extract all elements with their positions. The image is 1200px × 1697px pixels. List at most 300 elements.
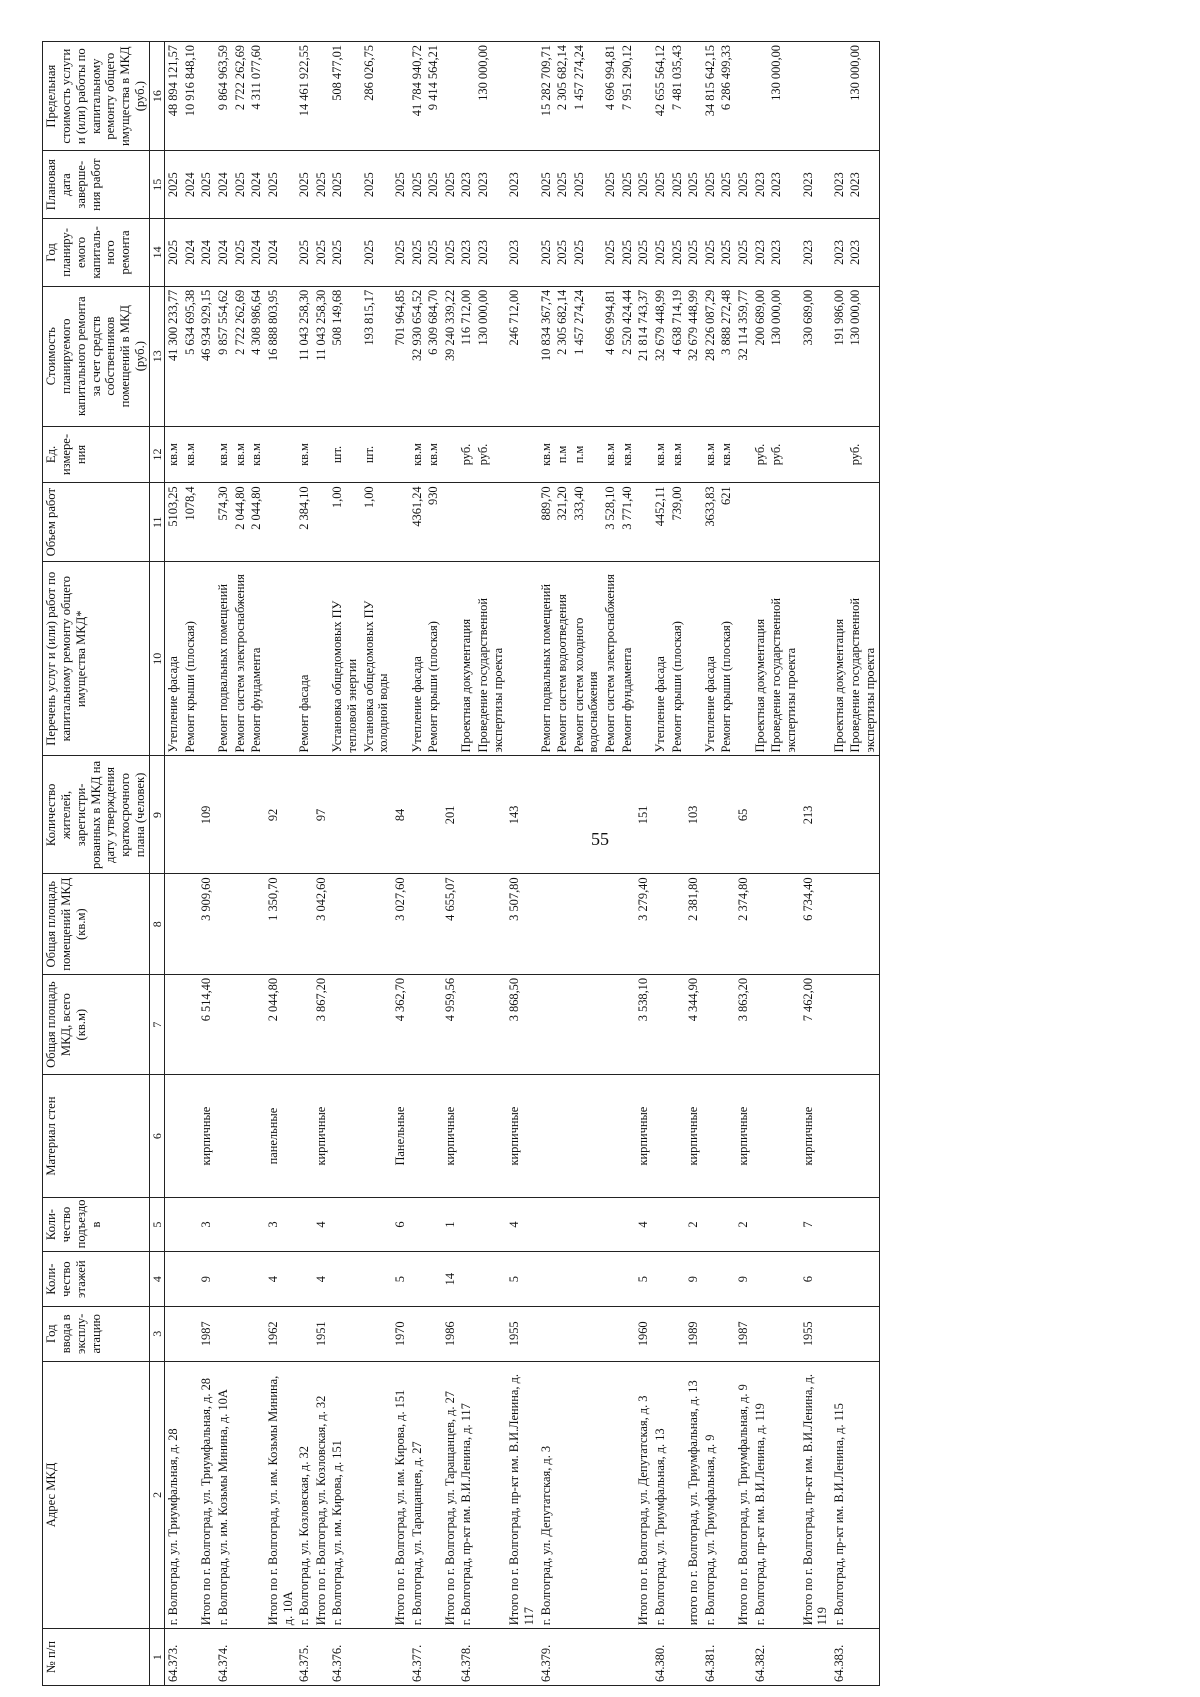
- work-volume-cell: 2 044,80: [232, 483, 249, 562]
- completion-date-cell: 2025: [313, 151, 330, 219]
- column-number-cell: 1: [150, 1629, 165, 1686]
- resident-count-cell: 201: [442, 756, 459, 874]
- address-cell: Итого по г. Волгоград, пр-кт им. В.И.Ленина, д. 119: [800, 1361, 831, 1629]
- completion-date-cell: 2025: [685, 151, 702, 219]
- year-built-cell: [571, 1306, 602, 1361]
- work-volume-cell: 621: [718, 483, 735, 562]
- resident-count-cell: [554, 756, 571, 874]
- entrance-count-cell: [752, 1197, 769, 1252]
- row-number-cell: [232, 1629, 249, 1686]
- work-volume-cell: [265, 483, 296, 562]
- floor-count-cell: 9: [685, 1252, 702, 1307]
- unit-cell: [635, 426, 652, 483]
- planned-cost-cell: 5 634 695,38: [182, 286, 199, 426]
- row-number-cell: [635, 1629, 652, 1686]
- resident-count-cell: [602, 756, 619, 874]
- resident-count-cell: [752, 756, 769, 874]
- entrance-count-cell: [361, 1197, 392, 1252]
- total-area-cell: [752, 974, 769, 1074]
- premises-area-cell: 4 655,07: [442, 874, 459, 974]
- work-volume-cell: 889,70: [538, 483, 555, 562]
- resident-count-cell: 151: [635, 756, 652, 874]
- wall-material-cell: Панельные: [392, 1075, 409, 1197]
- max-cost-cell: [392, 42, 409, 151]
- floor-count-cell: 5: [506, 1252, 537, 1307]
- premises-area-cell: [847, 874, 879, 974]
- planned-year-cell: 2025: [361, 219, 392, 287]
- premises-area-cell: [182, 874, 199, 974]
- resident-count-cell: [182, 756, 199, 874]
- header-cell: Коли-чество подъездо в: [43, 1197, 150, 1252]
- column-number-cell: 4: [150, 1252, 165, 1307]
- max-cost-cell: 7 481 035,43: [669, 42, 686, 151]
- premises-area-cell: [458, 874, 475, 974]
- entrance-count-cell: 4: [506, 1197, 537, 1252]
- total-area-cell: [538, 974, 555, 1074]
- premises-area-cell: [165, 874, 182, 974]
- table-row: [265, 42, 296, 1686]
- address-cell: [361, 1361, 392, 1629]
- column-number-row: [150, 42, 165, 1686]
- planned-cost-cell: 2 520 424,44: [619, 286, 636, 426]
- year-built-cell: 1987: [198, 1306, 215, 1361]
- max-cost-cell: 1 457 274,24: [571, 42, 602, 151]
- work-volume-cell: 4361,24: [409, 483, 426, 562]
- planned-cost-cell: 2 305 682,14: [554, 286, 571, 426]
- unit-cell: руб.: [475, 426, 506, 483]
- wall-material-cell: [752, 1075, 769, 1197]
- address-cell: г. Волгоград, ул. Депутатская, д. 3: [538, 1361, 555, 1629]
- unit-cell: п.м: [571, 426, 602, 483]
- unit-cell: руб.: [458, 426, 475, 483]
- capital-repair-table: [42, 41, 880, 1686]
- premises-area-cell: 6 734,40: [800, 874, 831, 974]
- address-cell: г. Волгоград, ул. Триумфальная, д. 28: [165, 1361, 182, 1629]
- planned-year-cell: 2025: [685, 219, 702, 287]
- work-item-cell: [265, 562, 296, 756]
- work-volume-cell: [831, 483, 848, 562]
- planned-cost-cell: 39 240 339,22: [442, 286, 459, 426]
- header-cell: Материал стен: [43, 1075, 150, 1197]
- column-number-cell: 16: [150, 42, 165, 151]
- wall-material-cell: [409, 1075, 426, 1197]
- wall-material-cell: кирпичные: [506, 1075, 537, 1197]
- premises-area-cell: [602, 874, 619, 974]
- completion-date-cell: 2023: [800, 151, 831, 219]
- premises-area-cell: [752, 874, 769, 974]
- total-area-cell: 2 044,80: [265, 974, 296, 1074]
- unit-cell: [800, 426, 831, 483]
- work-volume-cell: [458, 483, 475, 562]
- row-number-cell: [768, 1629, 799, 1686]
- table-row: [571, 42, 602, 1686]
- resident-count-cell: [619, 756, 636, 874]
- max-cost-cell: 48 894 121,57: [165, 42, 182, 151]
- completion-date-cell: 2025: [329, 151, 360, 219]
- address-cell: г. Волгоград, ул. им. Козьмы Минина, д. 10А: [215, 1361, 232, 1629]
- max-cost-cell: 130 000,00: [847, 42, 879, 151]
- completion-date-cell: 2025: [735, 151, 752, 219]
- premises-area-cell: 3 909,60: [198, 874, 215, 974]
- premises-area-cell: [248, 874, 265, 974]
- row-number-cell: [554, 1629, 571, 1686]
- table-row: [702, 42, 719, 1686]
- wall-material-cell: кирпичные: [800, 1075, 831, 1197]
- total-area-cell: [458, 974, 475, 1074]
- address-cell: [232, 1361, 249, 1629]
- completion-date-cell: 2023: [475, 151, 506, 219]
- table-row: [538, 42, 555, 1686]
- row-number-cell: [800, 1629, 831, 1686]
- entrance-count-cell: [475, 1197, 506, 1252]
- premises-area-cell: [425, 874, 442, 974]
- completion-date-cell: 2025: [652, 151, 669, 219]
- work-volume-cell: 3 528,10: [602, 483, 619, 562]
- max-cost-cell: 14 461 922,55: [296, 42, 313, 151]
- year-built-cell: [296, 1306, 313, 1361]
- total-area-cell: 7 462,00: [800, 974, 831, 1074]
- work-volume-cell: 1,00: [329, 483, 360, 562]
- floor-count-cell: [619, 1252, 636, 1307]
- address-cell: [602, 1361, 619, 1629]
- completion-date-cell: 2025: [442, 151, 459, 219]
- row-number-cell: [847, 1629, 879, 1686]
- table-row: [554, 42, 571, 1686]
- planned-year-cell: 2025: [602, 219, 619, 287]
- row-number-cell: [182, 1629, 199, 1686]
- header-cell: Общая площадь МКД, всего (кв.м): [43, 974, 150, 1074]
- planned-cost-cell: 21 814 743,37: [635, 286, 652, 426]
- year-built-cell: [361, 1306, 392, 1361]
- table-row: [847, 42, 879, 1686]
- entrance-count-cell: [425, 1197, 442, 1252]
- total-area-cell: 3 867,20: [313, 974, 330, 1074]
- entrance-count-cell: 4: [313, 1197, 330, 1252]
- wall-material-cell: [296, 1075, 313, 1197]
- unit-cell: [198, 426, 215, 483]
- resident-count-cell: [296, 756, 313, 874]
- address-cell: г. Волгоград, ул. Таращанцев, д. 27: [409, 1361, 426, 1629]
- total-area-cell: [669, 974, 686, 1074]
- floor-count-cell: 4: [265, 1252, 296, 1307]
- completion-date-cell: 2025: [571, 151, 602, 219]
- year-built-cell: 1970: [392, 1306, 409, 1361]
- wall-material-cell: [232, 1075, 249, 1197]
- work-volume-cell: [685, 483, 702, 562]
- row-number-cell: 64.377.: [409, 1629, 426, 1686]
- unit-cell: [392, 426, 409, 483]
- table-row: [718, 42, 735, 1686]
- wall-material-cell: [652, 1075, 669, 1197]
- unit-cell: [265, 426, 296, 483]
- row-number-cell: [425, 1629, 442, 1686]
- entrance-count-cell: [215, 1197, 232, 1252]
- column-number-cell: 6: [150, 1075, 165, 1197]
- total-area-cell: [361, 974, 392, 1074]
- floor-count-cell: 9: [198, 1252, 215, 1307]
- table-row: [182, 42, 199, 1686]
- work-volume-cell: 4452,11: [652, 483, 669, 562]
- work-item-cell: Установка общедомовых ПУ тепловой энергии: [329, 562, 360, 756]
- planned-year-cell: 2025: [313, 219, 330, 287]
- planned-cost-cell: 2 722 262,69: [232, 286, 249, 426]
- max-cost-cell: 9 864 963,59: [215, 42, 232, 151]
- year-built-cell: [458, 1306, 475, 1361]
- premises-area-cell: [571, 874, 602, 974]
- work-volume-cell: [752, 483, 769, 562]
- premises-area-cell: [768, 874, 799, 974]
- entrance-count-cell: [571, 1197, 602, 1252]
- unit-cell: кв.м: [718, 426, 735, 483]
- planned-year-cell: 2025: [442, 219, 459, 287]
- header-cell: Общая площадь помещений МКД (кв.м): [43, 874, 150, 974]
- total-area-cell: [702, 974, 719, 1074]
- total-area-cell: [847, 974, 879, 1074]
- table-row: [329, 42, 360, 1686]
- planned-cost-cell: 11 043 258,30: [296, 286, 313, 426]
- planned-year-cell: 2025: [635, 219, 652, 287]
- planned-year-cell: 2025: [329, 219, 360, 287]
- completion-date-cell: 2023: [768, 151, 799, 219]
- row-number-cell: 64.375.: [296, 1629, 313, 1686]
- premises-area-cell: [619, 874, 636, 974]
- work-item-cell: [685, 562, 702, 756]
- year-built-cell: [232, 1306, 249, 1361]
- row-number-cell: [506, 1629, 537, 1686]
- total-area-cell: [409, 974, 426, 1074]
- wall-material-cell: [425, 1075, 442, 1197]
- wall-material-cell: [165, 1075, 182, 1197]
- max-cost-cell: 130 000,00: [475, 42, 506, 151]
- year-built-cell: [475, 1306, 506, 1361]
- entrance-count-cell: [669, 1197, 686, 1252]
- address-cell: [768, 1361, 799, 1629]
- resident-count-cell: [831, 756, 848, 874]
- table-row: [752, 42, 769, 1686]
- work-item-cell: Ремонт подвальных помещений: [538, 562, 555, 756]
- work-volume-cell: [475, 483, 506, 562]
- unit-cell: кв.м: [215, 426, 232, 483]
- planned-year-cell: 2025: [425, 219, 442, 287]
- wall-material-cell: [475, 1075, 506, 1197]
- floor-count-cell: [669, 1252, 686, 1307]
- year-built-cell: [554, 1306, 571, 1361]
- planned-cost-cell: 4 696 994,81: [602, 286, 619, 426]
- year-built-cell: [602, 1306, 619, 1361]
- premises-area-cell: [718, 874, 735, 974]
- unit-cell: шт.: [329, 426, 360, 483]
- total-area-cell: 4 959,56: [442, 974, 459, 1074]
- work-volume-cell: [442, 483, 459, 562]
- header-cell: Количество жителей, зарегистри-рованных в МКД на дату утверждения краткосрочного плана (человек): [43, 756, 150, 874]
- planned-cost-cell: 4 638 714,19: [669, 286, 686, 426]
- column-number-cell: 5: [150, 1197, 165, 1252]
- column-number-cell: 14: [150, 219, 165, 287]
- year-built-cell: 1987: [735, 1306, 752, 1361]
- max-cost-cell: 10 916 848,10: [182, 42, 199, 151]
- floor-count-cell: 14: [442, 1252, 459, 1307]
- planned-year-cell: 2025: [538, 219, 555, 287]
- row-number-cell: 64.378.: [458, 1629, 475, 1686]
- table-row: [409, 42, 426, 1686]
- premises-area-cell: [232, 874, 249, 974]
- work-item-cell: Утепление фасада: [702, 562, 719, 756]
- entrance-count-cell: [768, 1197, 799, 1252]
- work-item-cell: Ремонт крыши (плоская): [182, 562, 199, 756]
- planned-cost-cell: 9 857 554,62: [215, 286, 232, 426]
- planned-year-cell: 2025: [409, 219, 426, 287]
- planned-cost-cell: 191 986,00: [831, 286, 848, 426]
- wall-material-cell: [831, 1075, 848, 1197]
- total-area-cell: [425, 974, 442, 1074]
- max-cost-cell: 34 815 642,15: [702, 42, 719, 151]
- premises-area-cell: 2 381,80: [685, 874, 702, 974]
- page-number: 55: [591, 829, 609, 849]
- resident-count-cell: [669, 756, 686, 874]
- planned-cost-cell: 130 000,00: [768, 286, 799, 426]
- table-row: [619, 42, 636, 1686]
- year-built-cell: [409, 1306, 426, 1361]
- address-cell: г. Волгоград, ул. Триумфальная, д. 13: [652, 1361, 669, 1629]
- planned-cost-cell: 508 149,68: [329, 286, 360, 426]
- premises-area-cell: [652, 874, 669, 974]
- floor-count-cell: [165, 1252, 182, 1307]
- floor-count-cell: [296, 1252, 313, 1307]
- work-volume-cell: 739,00: [669, 483, 686, 562]
- resident-count-cell: [215, 756, 232, 874]
- resident-count-cell: 103: [685, 756, 702, 874]
- address-cell: Итого по г. Волгоград, пр-кт им. В.И.Ленина, д. 117: [506, 1361, 537, 1629]
- work-volume-cell: [313, 483, 330, 562]
- wall-material-cell: [602, 1075, 619, 1197]
- entrance-count-cell: [165, 1197, 182, 1252]
- header-cell: Год планиру-емого капиталь-ного ремонта: [43, 219, 150, 287]
- resident-count-cell: [458, 756, 475, 874]
- header-cell: Объем работ: [43, 483, 150, 562]
- completion-date-cell: 2024: [248, 151, 265, 219]
- header-cell: Ед. измере-ния: [43, 426, 150, 483]
- entrance-count-cell: 1: [442, 1197, 459, 1252]
- max-cost-cell: [735, 42, 752, 151]
- max-cost-cell: 286 026,75: [361, 42, 392, 151]
- planned-year-cell: 2024: [182, 219, 199, 287]
- total-area-cell: 4 344,90: [685, 974, 702, 1074]
- table-row: [248, 42, 265, 1686]
- planned-cost-cell: 4 308 986,64: [248, 286, 265, 426]
- max-cost-cell: [458, 42, 475, 151]
- address-cell: [182, 1361, 199, 1629]
- wall-material-cell: [361, 1075, 392, 1197]
- work-volume-cell: 2 384,10: [296, 483, 313, 562]
- max-cost-cell: 2 305 682,14: [554, 42, 571, 151]
- max-cost-cell: 9 414 564,21: [425, 42, 442, 151]
- year-built-cell: [752, 1306, 769, 1361]
- table-row: [800, 42, 831, 1686]
- unit-cell: кв.м: [425, 426, 442, 483]
- work-item-cell: [442, 562, 459, 756]
- planned-year-cell: 2024: [215, 219, 232, 287]
- year-built-cell: [248, 1306, 265, 1361]
- completion-date-cell: 2023: [831, 151, 848, 219]
- planned-year-cell: 2023: [475, 219, 506, 287]
- premises-area-cell: [669, 874, 686, 974]
- address-cell: Итого по г. Волгоград, ул. Таращанцев, д. 27: [442, 1361, 459, 1629]
- entrance-count-cell: [652, 1197, 669, 1252]
- row-number-cell: [475, 1629, 506, 1686]
- wall-material-cell: кирпичные: [313, 1075, 330, 1197]
- premises-area-cell: 3 042,60: [313, 874, 330, 974]
- year-built-cell: 1986: [442, 1306, 459, 1361]
- column-number-cell: 11: [150, 483, 165, 562]
- work-volume-cell: 321,20: [554, 483, 571, 562]
- table-row: [425, 42, 442, 1686]
- floor-count-cell: 5: [635, 1252, 652, 1307]
- column-number-cell: 8: [150, 874, 165, 974]
- premises-area-cell: [831, 874, 848, 974]
- completion-date-cell: 2024: [215, 151, 232, 219]
- entrance-count-cell: [329, 1197, 360, 1252]
- floor-count-cell: 9: [735, 1252, 752, 1307]
- address-cell: [554, 1361, 571, 1629]
- planned-cost-cell: 701 964,85: [392, 286, 409, 426]
- planned-cost-cell: 200 689,00: [752, 286, 769, 426]
- unit-cell: кв.м: [538, 426, 555, 483]
- work-item-cell: Проведение государственной экспертизы проекта: [847, 562, 879, 756]
- table-row: [458, 42, 475, 1686]
- max-cost-cell: [800, 42, 831, 151]
- completion-date-cell: 2025: [425, 151, 442, 219]
- entrance-count-cell: [182, 1197, 199, 1252]
- work-item-cell: Ремонт систем холодного водоснабжения: [571, 562, 602, 756]
- floor-count-cell: [329, 1252, 360, 1307]
- entrance-count-cell: 2: [735, 1197, 752, 1252]
- work-item-cell: Ремонт систем электроснабжения: [232, 562, 249, 756]
- entrance-count-cell: [554, 1197, 571, 1252]
- header-row: [43, 42, 150, 1686]
- completion-date-cell: 2025: [635, 151, 652, 219]
- completion-date-cell: 2025: [198, 151, 215, 219]
- resident-count-cell: 84: [392, 756, 409, 874]
- max-cost-cell: [442, 42, 459, 151]
- completion-date-cell: 2025: [538, 151, 555, 219]
- planned-year-cell: 2025: [165, 219, 182, 287]
- table-row: [506, 42, 537, 1686]
- total-area-cell: [215, 974, 232, 1074]
- work-item-cell: Проведение государственной экспертизы проекта: [475, 562, 506, 756]
- wall-material-cell: [538, 1075, 555, 1197]
- resident-count-cell: 143: [506, 756, 537, 874]
- table-row: [198, 42, 215, 1686]
- resident-count-cell: [475, 756, 506, 874]
- unit-cell: [831, 426, 848, 483]
- max-cost-cell: [831, 42, 848, 151]
- table-row: [768, 42, 799, 1686]
- max-cost-cell: 41 784 940,72: [409, 42, 426, 151]
- planned-year-cell: 2025: [554, 219, 571, 287]
- header-cell: Коли-чество этажей: [43, 1252, 150, 1307]
- premises-area-cell: [475, 874, 506, 974]
- table-row: [831, 42, 848, 1686]
- planned-year-cell: 2025: [392, 219, 409, 287]
- wall-material-cell: кирпичные: [635, 1075, 652, 1197]
- entrance-count-cell: [232, 1197, 249, 1252]
- entrance-count-cell: 4: [635, 1197, 652, 1252]
- planned-year-cell: 2023: [506, 219, 537, 287]
- work-volume-cell: [800, 483, 831, 562]
- unit-cell: кв.м: [165, 426, 182, 483]
- entrance-count-cell: [619, 1197, 636, 1252]
- completion-date-cell: 2025: [232, 151, 249, 219]
